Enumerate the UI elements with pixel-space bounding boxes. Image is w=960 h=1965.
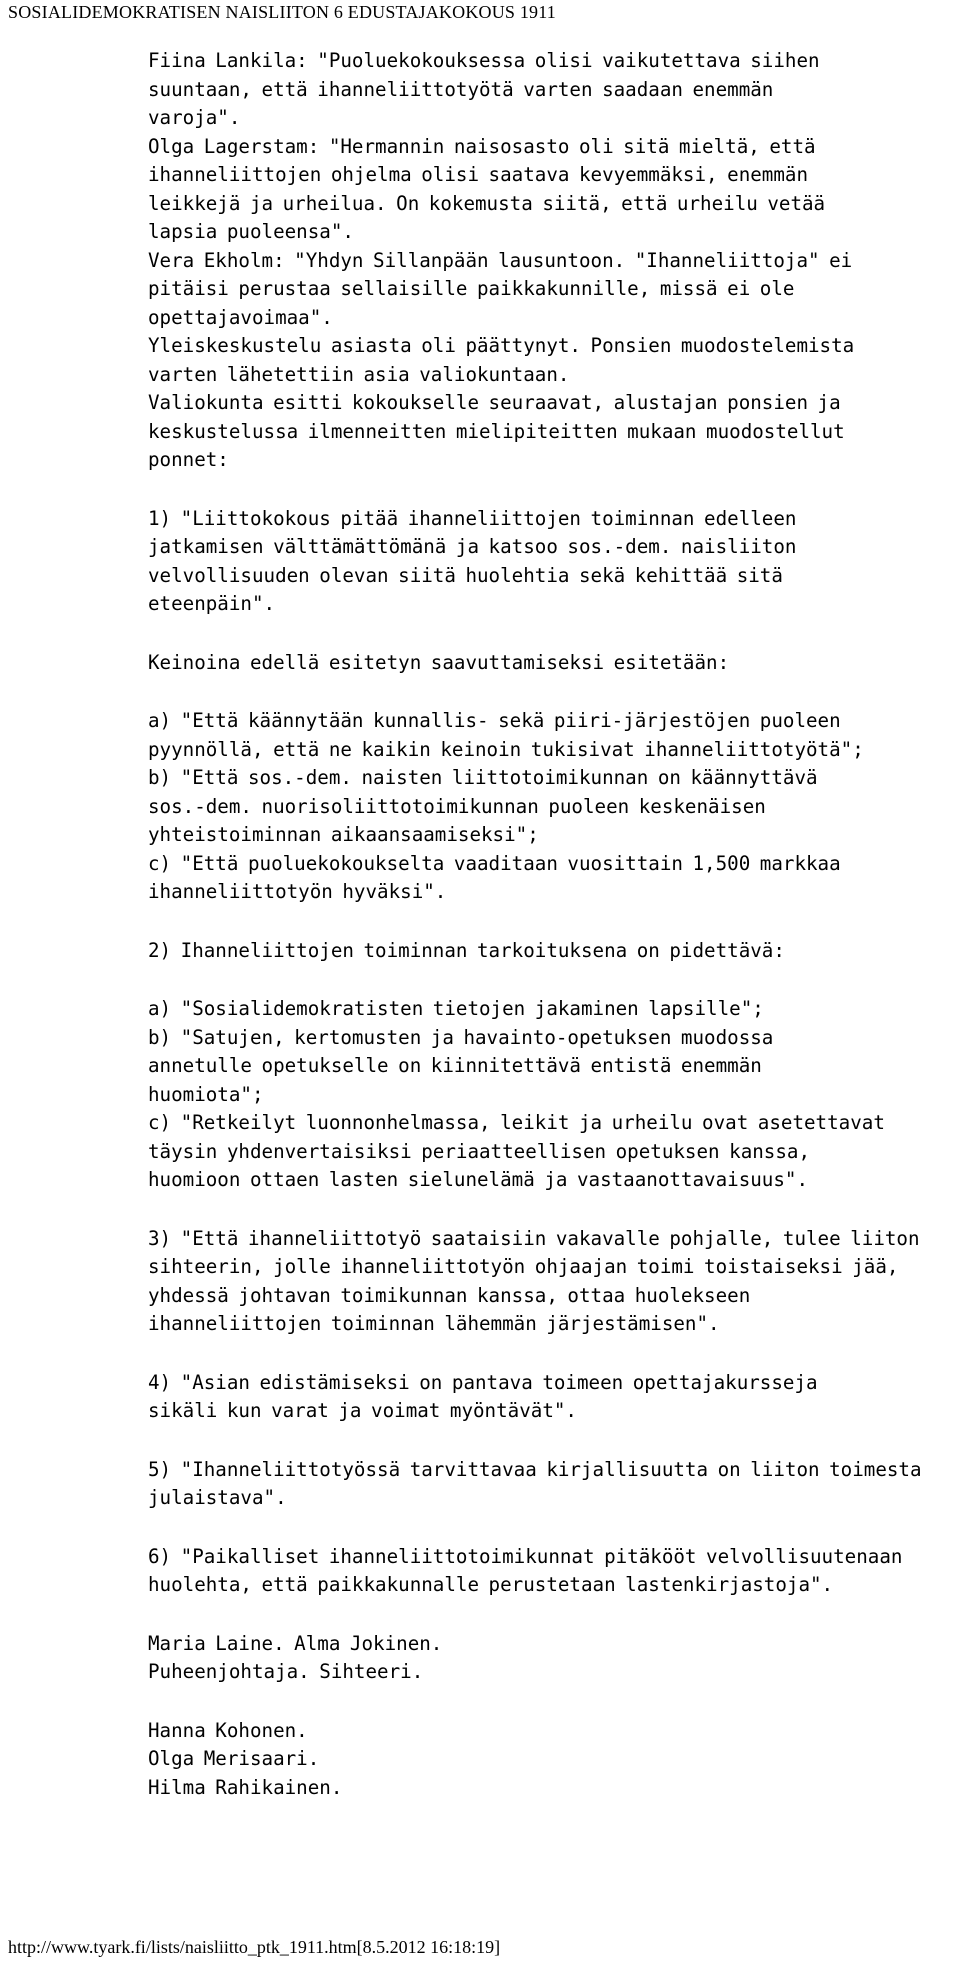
text-line: velvollisuuden olevan siitä huolehtia sekä kehittää sitä [148,563,783,587]
text-line: 6) "Paikalliset ihanneliittotoimikunnat pitäkööt velvollisuutenaan [148,1544,903,1568]
paragraph-valiokunta [148,389,938,475]
text-line: Hanna Kohonen. [148,1718,308,1742]
paragraph-ponsi-1-abc [148,707,938,907]
text-line: pyynnöllä, että ne kaikin keinoin tukisivat ihanneliittotyötä"; [148,737,864,761]
text-line: täysin yhdenvertaisiksi periaatteellisen opetuksen kanssa, [148,1139,811,1163]
text-line: Yleiskeskustelu asiasta oli päättynyt. Ponsien muodostelemista [148,334,855,357]
paragraph-keinoina [148,649,938,678]
paragraph-yleiskeskustelu [148,332,938,389]
text-line: ihanneliittojen ohjelma olisi saatava kevyemmäksi, enemmän [148,163,809,186]
text-line: sikäli kun varat ja voimat myöntävät". [148,1399,577,1422]
text-line: 2) Ihanneliittojen toiminnan tarkoituksena on pidettävä: [148,938,785,962]
text-line: a) "Että käännytään kunnallis- sekä piiri-järjestöjen puoleen [148,709,841,732]
text-line: yhdessä johtavan toimikunnan kanssa, ottaa huolekseen [148,1283,751,1307]
paragraph-ponsi-2 [148,937,938,966]
text-line: b) "Satujen, kertomusten ja havainto-opetuksen muodossa [148,1025,774,1049]
paragraph-ponsi-4 [148,1369,938,1426]
text-line: 1) "Liittokokous pitää ihanneliittojen toiminnan edelleen [148,506,797,530]
paragraph-ponsi-6 [148,1543,938,1600]
text-line: ihanneliittotyön hyväksi". [148,880,447,903]
text-line: eteenpäin". [148,592,276,615]
text-line: ihanneliittojen toiminnan lähemmän järjestämisen". [148,1312,720,1335]
text-line: Olga Lagerstam: "Hermannin naisosasto oli sitä mieltä, että [148,134,816,158]
text-line: keskustelussa ilmenneitten mielipiteitten mukaan muodostellut [148,419,845,443]
text-line: Fiina Lankila: "Puoluekokouksessa olisi vaikutettava siihen [148,49,820,72]
text-line: b) "Että sos.-dem. naisten liittotoimikunnan on käännyttävä [148,766,818,789]
text-line: Olga Merisaari. [148,1747,320,1770]
page-footer-source: http://www.tyark.fi/lists/naisliitto_ptk_1911.htm[8.5.2012 16:18:19] [8,1937,501,1957]
paragraph-ponsi-2-abc [148,995,938,1195]
text-line: yhteistoiminnan aikaansaamiseksi"; [148,823,539,846]
text-line: sihteerin, jolle ihanneliittotyön ohjaajan toimi toistaiseksi jää, [148,1255,899,1278]
text-line: Hilma Rahikainen. [148,1775,343,1799]
text-line: a) "Sosialidemokratisten tietojen jakaminen lapsille"; [148,997,764,1020]
paragraph-gap [148,677,938,707]
paragraph-gap [148,1687,938,1717]
text-line: Maria Laine. Alma Jokinen. [148,1631,443,1655]
text-line: Keinoina edellä esitetyn saavuttamiseksi esitetään: [148,650,730,674]
paragraph-ponsi-5 [148,1456,938,1513]
paragraph-gap [148,1339,938,1369]
text-line: annetulle opetukselle on kiinnitettävä entistä enemmän [148,1054,762,1077]
paragraph-signatures-checkers [148,1717,938,1803]
page-header-title: SOSIALIDEMOKRATISEN NAISLIITON 6 EDUSTAJAKOKOUS 1911 [8,2,556,22]
paragraph-vera-ekholm [148,247,938,333]
text-line: ponnet: [148,448,229,471]
paragraph-gap [148,907,938,937]
text-line: huomiota"; [148,1082,264,1106]
paragraph-ponsi-3 [148,1225,938,1339]
document-body [148,47,938,1802]
text-line: 3) "Että ihanneliittotyö saataisiin vakavalle pohjalle, tulee liiton [148,1226,920,1250]
text-line: varoja". [148,106,241,129]
text-line: suuntaan, että ihanneliittotyötä varten saadaan enemmän [148,77,774,101]
paragraph-gap [148,1426,938,1456]
text-line: pitäisi perustaa sellaisille paikkakunnille, missä ei ole [148,277,795,300]
text-line: 4) "Asian edistämiseksi on pantava toimeen opettajakursseja [148,1370,818,1394]
text-line: c) "Retkeilyt luonnonhelmassa, leikit ja urheilu ovat asetettavat [148,1111,885,1134]
text-line: Valiokunta esitti kokoukselle seuraavat, alustajan ponsien ja [148,391,841,414]
text-line: jatkamisen välttämättömänä ja katsoo sos.-dem. naisliiton [148,535,797,558]
text-line: c) "Että puoluekokoukselta vaaditaan vuosittain 1,500 markkaa [148,851,841,875]
text-line: huolehta, että paikkakunnalle perustetaan lastenkirjastoja". [148,1573,834,1596]
paragraph-gap [148,1600,938,1630]
paragraph-signatures-chair [148,1630,938,1687]
paragraph-gap [148,475,938,505]
text-line: 5) "Ihanneliittotyössä tarvittavaa kirjallisuutta on liiton toimesta [148,1457,922,1481]
text-line: lapsia puoleensa". [148,220,354,243]
paragraph-fiina-lankila [148,47,938,133]
text-line: Puheenjohtaja. Sihteeri. [148,1660,424,1683]
text-line: huomioon ottaen lasten sielunelämä ja vastaanottavaisuus". [148,1168,809,1191]
text-line: julaistava". [148,1486,287,1509]
paragraph-gap [148,965,938,995]
text-line: Vera Ekholm: "Yhdyn Sillanpään lausuntoon. "Ihanneliittoja" ei [148,248,853,272]
text-line: varten lähetettiin asia valiokuntaan. [148,362,570,386]
paragraph-gap [148,619,938,649]
paragraph-ponsi-1 [148,505,938,619]
paragraph-gap [148,1195,938,1225]
paragraph-olga-lagerstam [148,133,938,247]
text-line: opettajavoimaa". [148,305,333,329]
text-line: sos.-dem. nuorisoliittotoimikunnan puoleen keskenäisen [148,794,766,818]
text-line: leikkejä ja urheilua. On kokemusta siitä, että urheilu vetää [148,191,826,215]
paragraph-gap [148,1513,938,1543]
